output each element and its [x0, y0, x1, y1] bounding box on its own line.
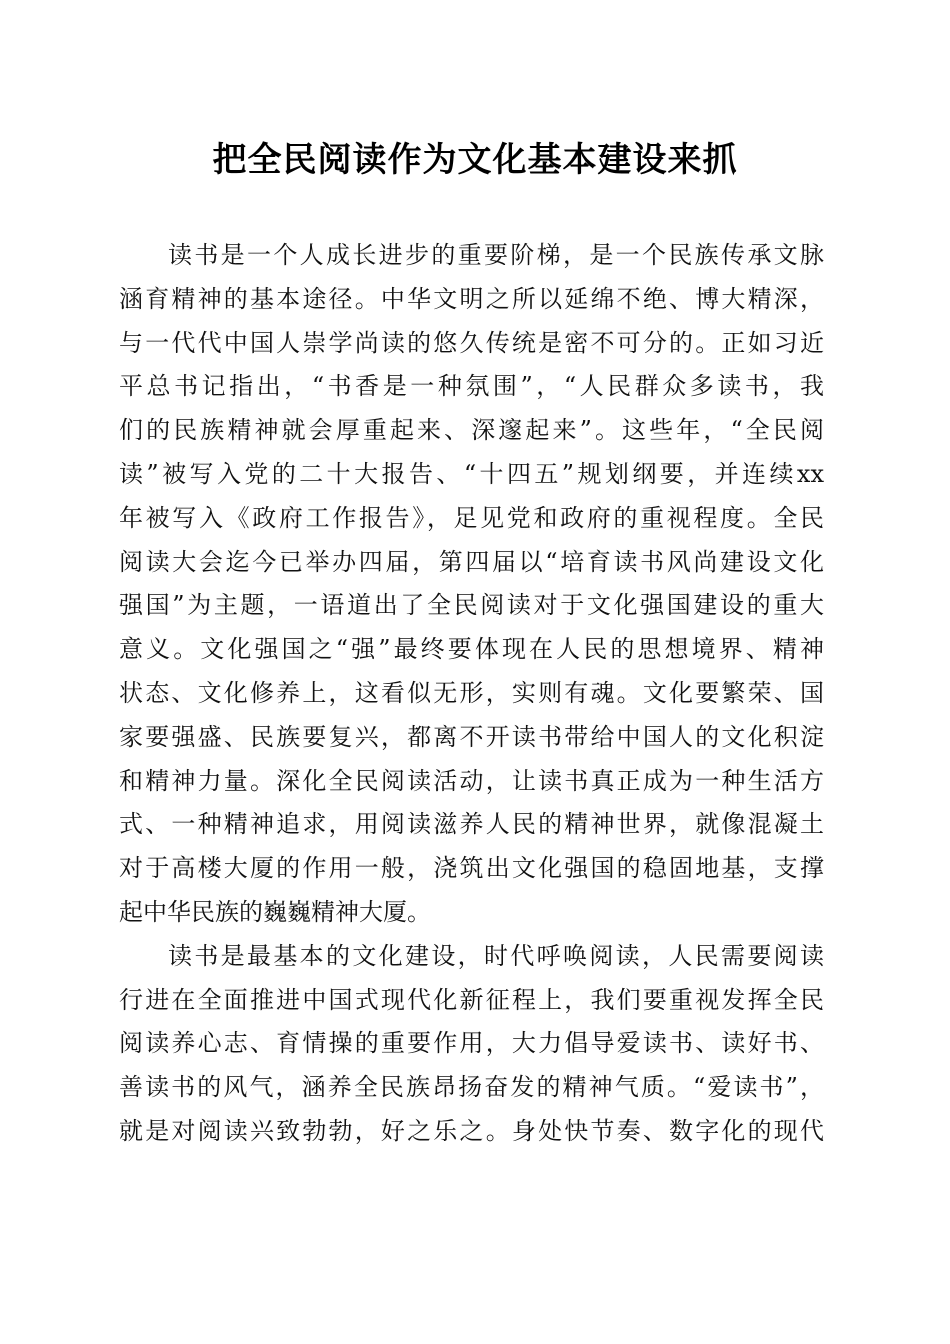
paragraph-1	[119, 234, 824, 935]
text-line: 涵育精神的基本途径。中华文明之所以延绵不绝、博大精深，	[119, 284, 824, 313]
text-line: 阅读养心志、育情操的重要作用，大力倡导爱读书、读好书、	[119, 1029, 824, 1058]
paragraph-2	[119, 935, 824, 1154]
text-line: 就是对阅读兴致勃勃，好之乐之。身处快节奏、数字化的现代	[119, 1116, 824, 1145]
text-line: 年被写入《政府工作报告》，足见党和政府的重视程度。全民	[119, 503, 824, 532]
text-line: 善读书的风气，涵养全民族昂扬奋发的精神气质。“爱读书”，	[119, 1073, 824, 1102]
text-line: 读”被写入党的二十大报告、“十四五”规划纲要，并连续xx	[119, 459, 824, 488]
text-line: 式、一种精神追求，用阅读滋养人民的精神世界，就像混凝土	[119, 810, 824, 839]
text-line: 对于高楼大厦的作用一般，浇筑出文化强国的稳固地基，支撑	[119, 854, 824, 883]
text-line: 强国”为主题，一语道出了全民阅读对于文化强国建设的重大	[119, 591, 824, 620]
text-line: 读书是最基本的文化建设，时代呼唤阅读，人民需要阅读	[168, 941, 824, 970]
document-title: 把全民阅读作为文化基本建设来抓	[212, 140, 738, 180]
text-line: 平总书记指出，“书香是一种氛围”，“人民群众多读书，我	[119, 372, 824, 401]
text-line: 们的民族精神就会厚重起来、深邃起来”。这些年，“全民阅	[119, 416, 824, 445]
document-body	[119, 234, 824, 1154]
text-line: 意义。文化强国之“强”最终要体现在人民的思想境界、精神	[119, 635, 824, 664]
text-line: 和精神力量。深化全民阅读活动，让读书真正成为一种生活方	[119, 766, 824, 795]
text-line: 阅读大会迄今已举办四届，第四届以“培育读书风尚建设文化	[119, 547, 824, 576]
text-line: 家要强盛、民族要复兴，都离不开读书带给中国人的文化积淀	[119, 722, 824, 751]
text-line: 状态、文化修养上，这看似无形，实则有魂。文化要繁荣、国	[119, 678, 824, 707]
text-line: 行进在全面推进中国式现代化新征程上，我们要重视发挥全民	[119, 985, 824, 1014]
text-line: 与一代代中国人崇学尚读的悠久传统是密不可分的。正如习近	[119, 328, 824, 357]
text-line: 读书是一个人成长进步的重要阶梯，是一个民族传承文脉	[168, 241, 824, 269]
text-line: 起中华民族的巍巍精神大厦。	[119, 897, 431, 926]
